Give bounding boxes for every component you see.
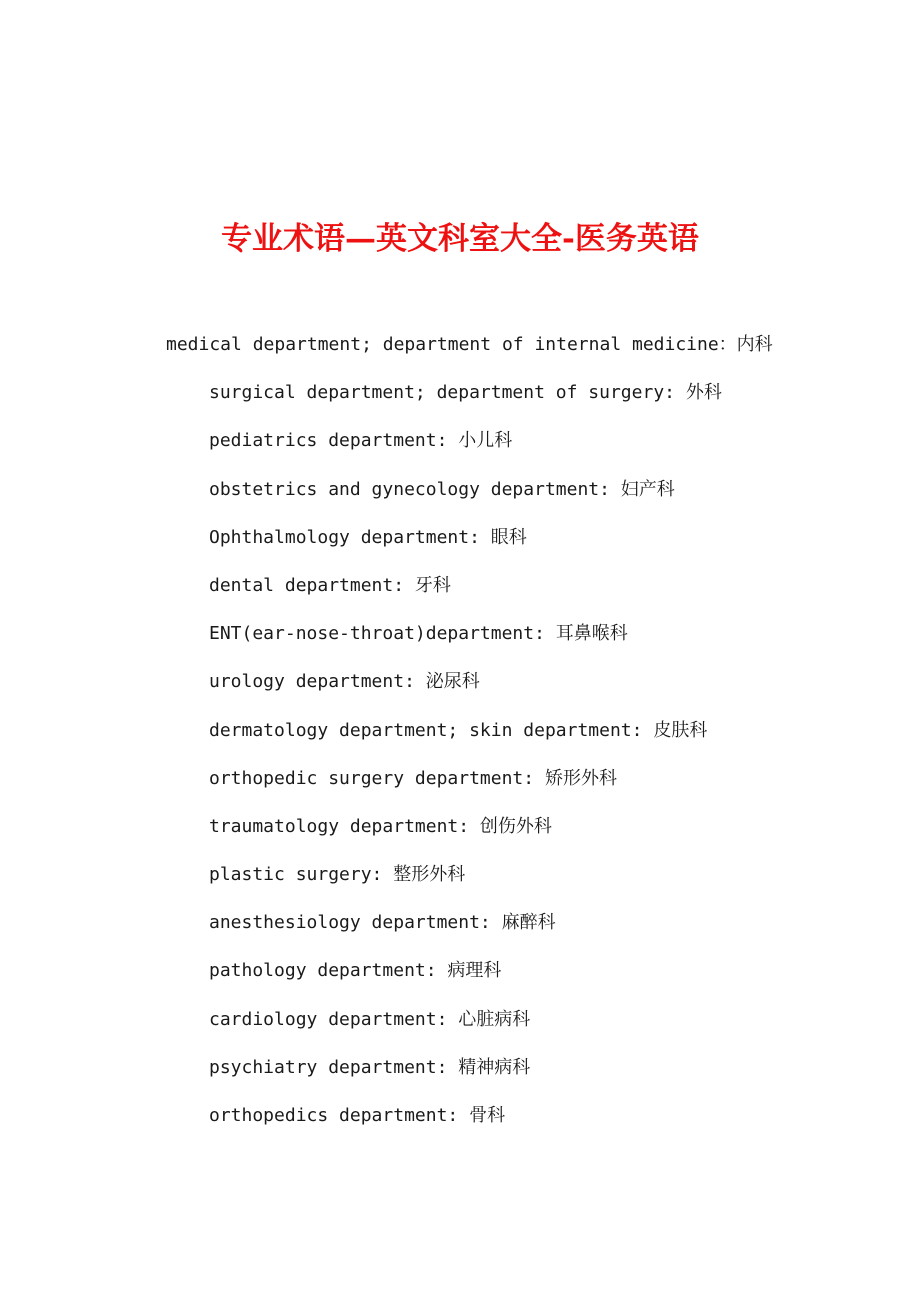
list-item: obstetrics and gynecology department: 妇产科 [209, 478, 675, 500]
list-item: pathology department: 病理科 [209, 960, 502, 982]
page-title: 专业术语—英文科室大全-医务英语 [221, 220, 699, 257]
list-item: psychiatry department: 精神病科 [209, 1056, 531, 1078]
list-item: orthopedic surgery department: 矫形外科 [209, 767, 617, 789]
list-item: medical department; department of internal medicine：内科 [166, 334, 773, 355]
list-item: urology department: 泌尿科 [209, 671, 480, 693]
list-item: anesthesiology department: 麻醉科 [209, 912, 556, 934]
list-item: surgical department; department of surgery: 外科 [209, 382, 722, 404]
list-item: dermatology department; skin department: 皮肤科 [209, 719, 708, 741]
list-item: pediatrics department: 小儿科 [209, 430, 513, 452]
list-item: cardiology department: 心脏病科 [209, 1008, 531, 1030]
list-item: plastic surgery: 整形外科 [209, 864, 466, 886]
list-item: Ophthalmology department: 眼科 [209, 526, 527, 548]
list-item: orthopedics department: 骨科 [209, 1105, 506, 1126]
list-item: ENT(ear-nose-throat)department: 耳鼻喉科 [209, 623, 628, 645]
department-list [0, 330, 920, 1149]
list-item: dental department: 牙科 [209, 574, 451, 596]
list-item: traumatology department: 创伤外科 [209, 815, 552, 837]
